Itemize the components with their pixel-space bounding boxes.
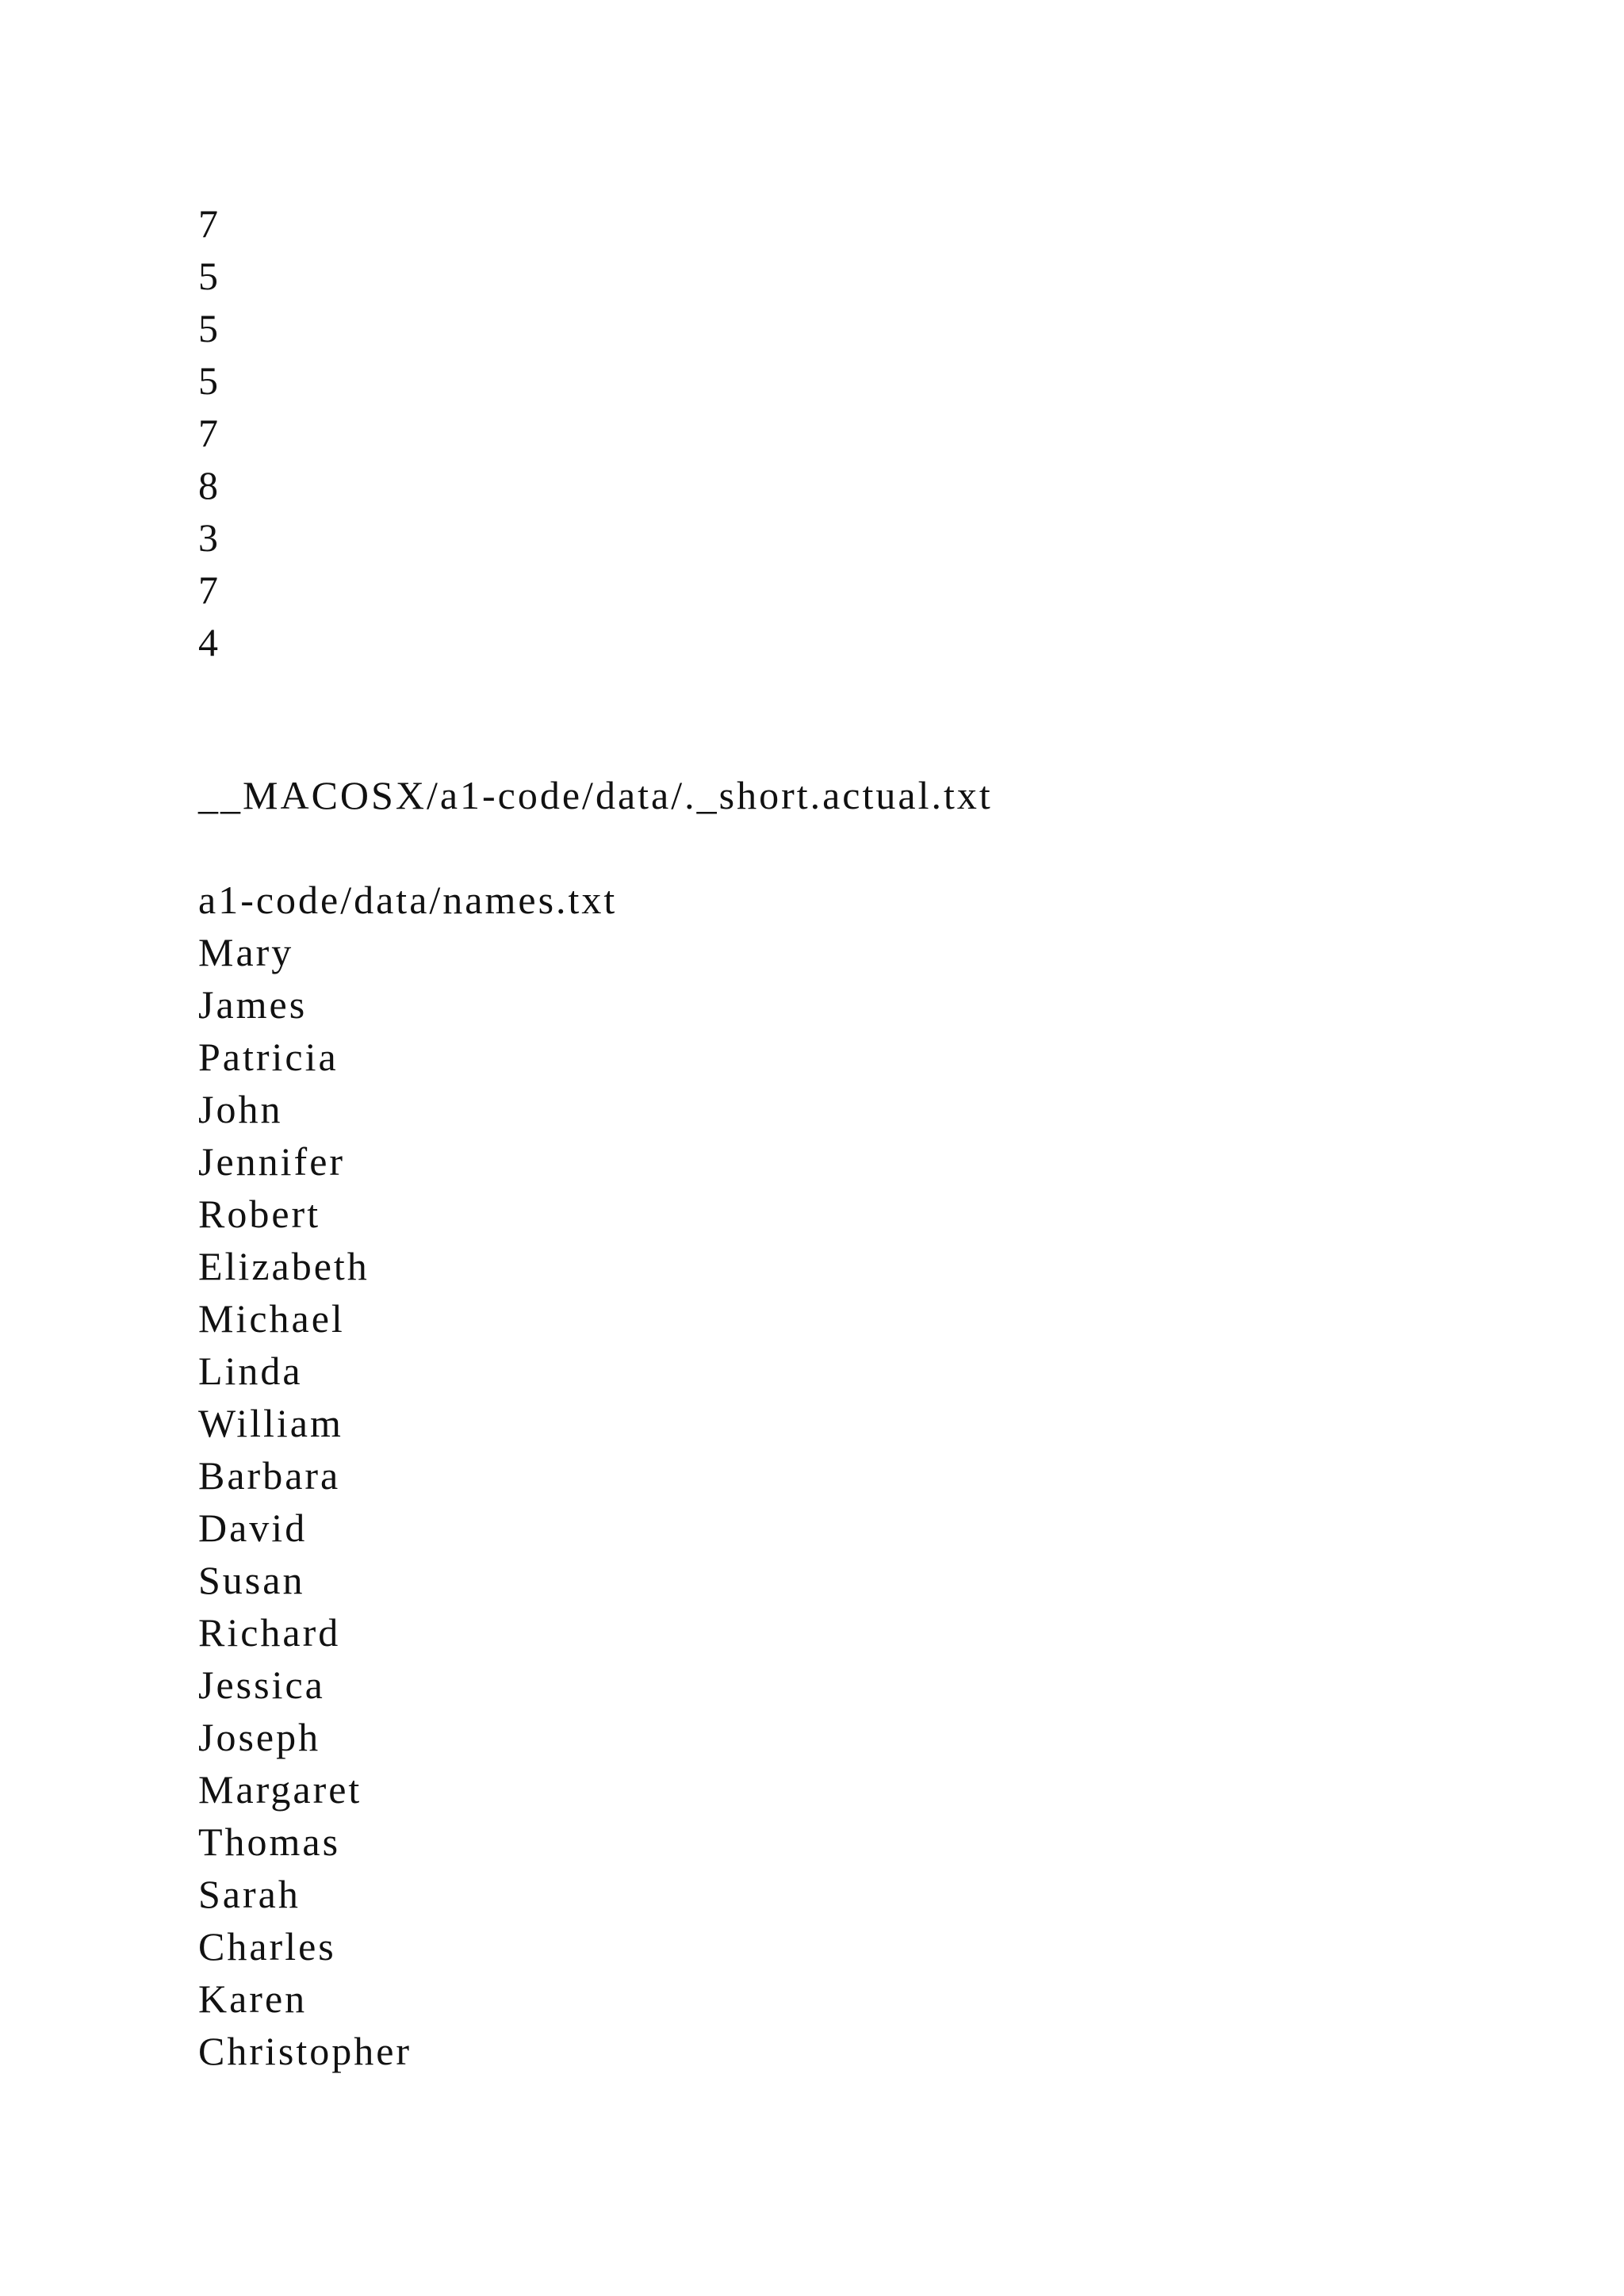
names-file-section bbox=[198, 874, 617, 2077]
number-line: 5 bbox=[198, 306, 220, 350]
name-line: Margaret bbox=[198, 1767, 362, 1812]
name-line: John bbox=[198, 1087, 283, 1131]
names-file-path: a1-code/data/names.txt bbox=[198, 878, 618, 922]
number-line: 3 bbox=[198, 515, 220, 560]
name-line: Robert bbox=[198, 1192, 321, 1236]
name-line: James bbox=[198, 982, 308, 1027]
name-line: David bbox=[198, 1506, 308, 1550]
name-line: Patricia bbox=[198, 1035, 339, 1079]
name-line: Linda bbox=[198, 1349, 303, 1393]
name-line: Barbara bbox=[198, 1453, 341, 1498]
number-line: 4 bbox=[198, 620, 220, 664]
name-line: Christopher bbox=[198, 2029, 412, 2073]
name-line: Susan bbox=[198, 1558, 305, 1602]
name-line: Sarah bbox=[198, 1872, 301, 1916]
number-line: 5 bbox=[198, 254, 220, 298]
name-line: Karen bbox=[198, 1976, 308, 2021]
name-line: Thomas bbox=[198, 1820, 341, 1864]
name-line: Joseph bbox=[198, 1715, 321, 1759]
name-line: Michael bbox=[198, 1296, 345, 1341]
name-line: Mary bbox=[198, 930, 294, 974]
number-line: 8 bbox=[198, 463, 220, 507]
name-line: Charles bbox=[198, 1924, 336, 1969]
name-line: Elizabeth bbox=[198, 1244, 370, 1288]
macosx-file-path bbox=[198, 769, 993, 821]
name-line: Jennifer bbox=[198, 1139, 346, 1184]
name-line: Jessica bbox=[198, 1663, 325, 1707]
name-line: Richard bbox=[198, 1610, 341, 1655]
number-line: 7 bbox=[198, 411, 220, 455]
number-line: 7 bbox=[198, 201, 220, 246]
number-line: 5 bbox=[198, 358, 220, 403]
number-line: 7 bbox=[198, 568, 220, 612]
name-line: William bbox=[198, 1401, 343, 1445]
macosx-path-line: __MACOSX/a1-code/data/._short.actual.txt bbox=[198, 773, 993, 817]
number-list bbox=[198, 197, 220, 668]
